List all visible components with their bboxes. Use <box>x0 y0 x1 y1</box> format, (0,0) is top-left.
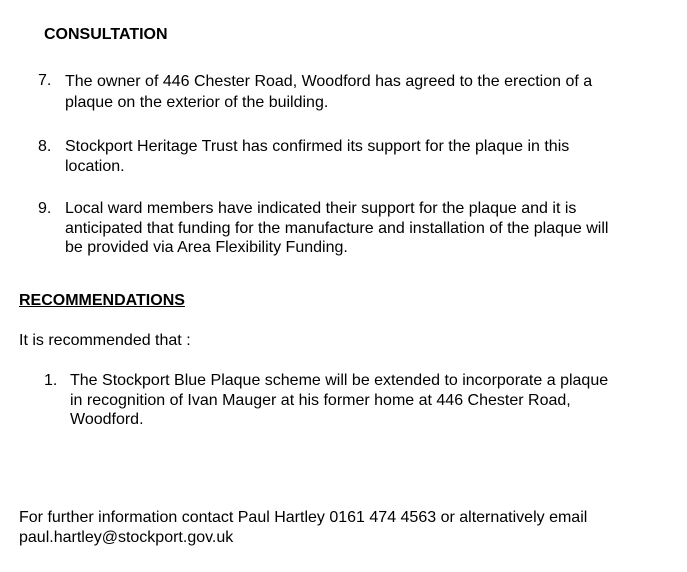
item-line: The Stockport Blue Plaque scheme will be extended to incorporate a plaque <box>70 372 609 389</box>
contact-email: paul.hartley@stockport.gov.uk <box>19 528 234 546</box>
recommendations-heading: RECOMMENDATIONS <box>19 292 185 309</box>
recommendations-intro: It is recommended that : <box>19 332 191 349</box>
item-line: location. <box>65 157 125 175</box>
consultation-heading: CONSULTATION <box>44 26 168 43</box>
item-line: Woodford. <box>70 411 144 428</box>
item-line: plaque on the exterior of the building. <box>65 94 329 111</box>
item-text <box>65 137 665 176</box>
contact-info <box>19 508 659 547</box>
item-number: 1. <box>44 372 58 389</box>
item-line: Local ward members have indicated their support for the plaque and it is <box>65 200 577 217</box>
item-number: 8. <box>38 138 52 155</box>
item-text <box>65 199 665 258</box>
item-line: in recognition of Ivan Mauger at his former home at 446 Chester Road, <box>70 391 571 409</box>
item-line: be provided via Area Flexibility Funding. <box>65 239 348 256</box>
item-text <box>65 71 665 113</box>
contact-line: For further information contact Paul Hartley 0161 474 4563 or alternatively email <box>19 509 588 526</box>
item-line: anticipated that funding for the manufacture and installation of the plaque will <box>65 219 609 237</box>
item-number: 7. <box>38 72 52 89</box>
item-number: 9. <box>38 200 52 217</box>
item-line: The owner of 446 Chester Road, Woodford has agreed to the erection of a <box>65 73 593 90</box>
item-line: Stockport Heritage Trust has confirmed its support for the plaque in this <box>65 138 570 155</box>
item-text <box>70 371 670 430</box>
